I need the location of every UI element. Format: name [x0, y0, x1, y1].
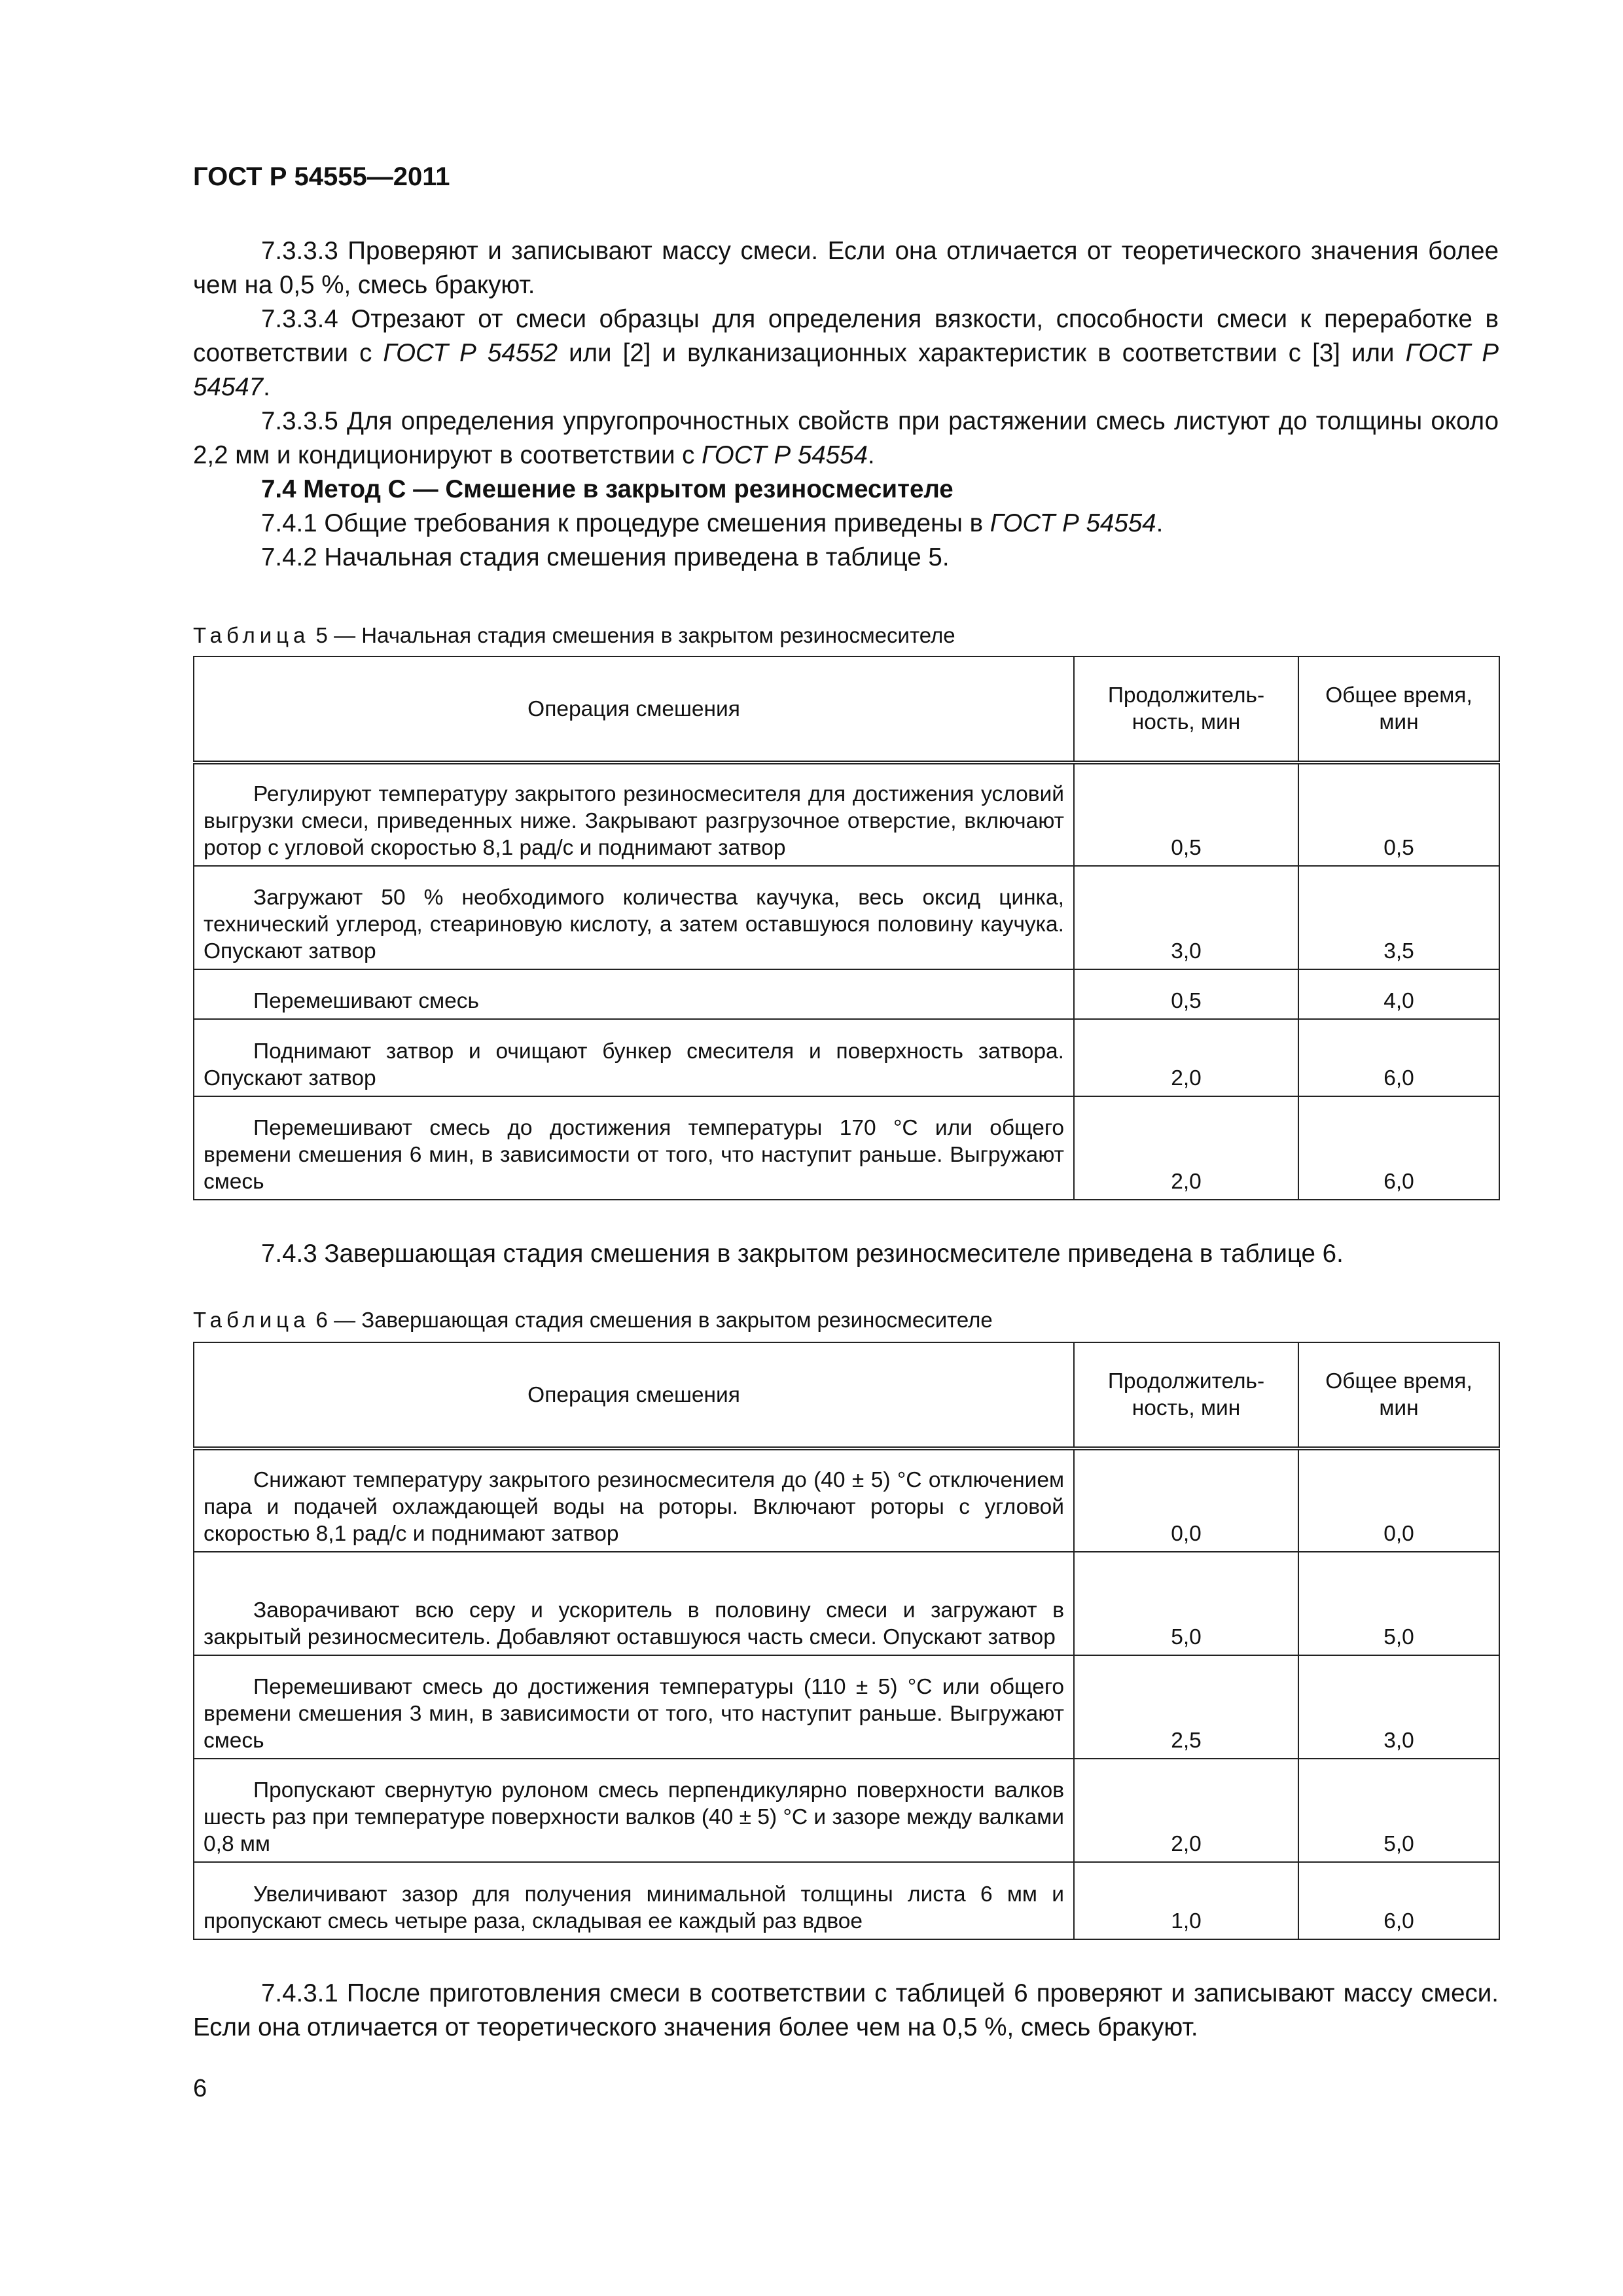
paragraph-7-4-3: 7.4.3 Завершающая стадия смешения в закрытом резиносмесителе приведена в таблице 6. [261, 1240, 1344, 1268]
table-5 [193, 656, 1500, 1200]
total-time-cell: 6,0 [1298, 1862, 1499, 1939]
duration-cell: 0,0 [1074, 1448, 1298, 1552]
reference-gost-54554: ГОСТ Р 54554 [702, 441, 868, 469]
text-block-mid [193, 1237, 1499, 1271]
column-header-duration: Продолжитель- ность, мин [1074, 1342, 1298, 1448]
duration-cell: 0,5 [1074, 762, 1298, 866]
total-time-cell: 3,5 [1298, 866, 1499, 969]
duration-cell: 5,0 [1074, 1552, 1298, 1655]
paragraph-7-4-3-1: 7.4.3.1 После приготовления смеси в соответствии с таблицей 6 проверяют и записывают массу смеси. Если она отличается от теоретического значения более чем на 0,5 %, смесь бракуют. [193, 1979, 1499, 2041]
paragraph-7-3-3-3: 7.3.3.3 Проверяют и записывают массу смеси. Если она отличается от теоретического значения более чем на 0,5 %, смесь бракуют. [193, 237, 1499, 299]
operation-cell: Загружают 50 % необходимого количества каучука, весь оксид цинка, технический углерод, стеариновую кислоту, а затем оставшуюся половину каучука. Опускают затвор [204, 886, 1064, 963]
duration-cell: 2,5 [1074, 1655, 1298, 1759]
duration-cell: 2,0 [1074, 1019, 1298, 1096]
table-5-caption: Таблица 5 — Начальная стадия смешения в закрытом резиносмесителе [193, 623, 955, 647]
table-row [194, 866, 1499, 969]
paragraph-7-3-3-5: 7.3.3.5 Для определения упругопрочностных свойств при растяжении смесь листуют до толщины около 2,2 мм и кондиционируют в соответствии с ГОСТ Р 54554. [193, 407, 1499, 469]
total-time-cell: 5,0 [1298, 1552, 1499, 1655]
table-row [194, 1655, 1499, 1759]
total-time-cell: 0,0 [1298, 1448, 1499, 1552]
paragraph-7-4-2: 7.4.2 Начальная стадия смешения приведена в таблице 5. [261, 543, 950, 571]
column-header-duration: Продолжитель- ность, мин [1074, 656, 1298, 762]
table-row [194, 762, 1499, 866]
total-time-cell: 3,0 [1298, 1655, 1499, 1759]
table-header-row [194, 656, 1499, 762]
duration-cell: 1,0 [1074, 1862, 1298, 1939]
duration-cell: 2,0 [1074, 1096, 1298, 1200]
table-row [194, 1552, 1499, 1655]
operation-cell: Поднимают затвор и очищают бункер смесителя и поверхность затвора. Опускают затвор [204, 1039, 1064, 1090]
operation-cell: Перемешивают смесь до достижения температуры 170 °С или общего времени смешения 6 мин, в зависимости от того, что наступит раньше. Выгружают смесь [204, 1116, 1064, 1194]
column-header-operation: Операция смешения [194, 1342, 1074, 1448]
duration-cell: 3,0 [1074, 866, 1298, 969]
operation-cell: Увеличивают зазор для получения минимальной толщины листа 6 мм и пропускают смесь четыре раза, складывая ее каждый раз вдвое [204, 1882, 1064, 1933]
operation-cell: Перемешивают смесь [253, 989, 479, 1013]
page-number: 6 [193, 2075, 207, 2102]
document-header: ГОСТ Р 54555—2011 [193, 162, 450, 191]
column-header-total-time: Общее время, мин [1298, 1342, 1499, 1448]
total-time-cell: 6,0 [1298, 1019, 1499, 1096]
table-row [194, 1019, 1499, 1096]
section-heading-7-4: 7.4 Метод С — Смешение в закрытом резиносмесителе [261, 475, 954, 503]
operation-cell: Перемешивают смесь до достижения температуры (110 ± 5) °С или общего времени смешения 3 мин, в зависимости от того, что наступит раньше. Выгружают смесь [204, 1675, 1064, 1753]
total-time-cell: 4,0 [1298, 969, 1499, 1019]
reference-gost-54554: ГОСТ Р 54554 [990, 509, 1156, 537]
text-block-top [193, 234, 1499, 575]
table-header-row [194, 1342, 1499, 1448]
table-row [194, 1759, 1499, 1862]
total-time-cell: 6,0 [1298, 1096, 1499, 1200]
table-row [194, 1862, 1499, 1939]
paragraph-7-3-3-4: 7.3.3.4 Отрезают от смеси образцы для определения вязкости, способности смеси к переработке в соответствии с ГОСТ Р 54552 или [2] и вулканизационных характеристик в соответствии с [3] или ГОСТ Р 54547. [193, 305, 1499, 401]
table-row [194, 969, 1499, 1019]
operation-cell: Снижают температуру закрытого резиносмесителя до (40 ± 5) °С отключением пара и подачей охлаждающей воды на роторы. Включают роторы с угловой скоростью 8,1 рад/с и поднимают затвор [204, 1468, 1064, 1546]
operation-cell: Пропускают свернутую рулоном смесь перпендикулярно поверхности валков шесть раз при температуре поверхности валков (40 ± 5) °С и зазоре между валками 0,8 мм [204, 1778, 1064, 1856]
duration-cell: 2,0 [1074, 1759, 1298, 1862]
total-time-cell: 5,0 [1298, 1759, 1499, 1862]
column-header-operation: Операция смешения [194, 656, 1074, 762]
table-row [194, 1448, 1499, 1552]
operation-cell: Заворачивают всю серу и ускоритель в половину смеси и загружают в закрытый резиносмеситель. Добавляют оставшуюся часть смеси. Опускают затвор [204, 1598, 1064, 1649]
total-time-cell: 0,5 [1298, 762, 1499, 866]
column-header-total-time: Общее время, мин [1298, 656, 1499, 762]
reference-gost-54547: ГОСТ Р 54547 [193, 339, 1499, 401]
table-6-caption: Таблица 6 — Завершающая стадия смешения в закрытом резиносмесителе [193, 1308, 993, 1332]
table-row [194, 1096, 1499, 1200]
table-6 [193, 1342, 1500, 1940]
operation-cell: Регулируют температуру закрытого резиносмесителя для достижения условий выгрузки смеси, приведенных ниже. Закрывают разгрузочное отверстие, включают ротор с угловой скоростью 8,1 рад/с и поднимают затвор [204, 782, 1064, 860]
duration-cell: 0,5 [1074, 969, 1298, 1019]
text-block-bottom [193, 1977, 1499, 2045]
paragraph-7-4-1: 7.4.1 Общие требования к процедуре смешения приведены в ГОСТ Р 54554. [261, 509, 1164, 537]
reference-gost-54552: ГОСТ Р 54552 [383, 339, 558, 367]
